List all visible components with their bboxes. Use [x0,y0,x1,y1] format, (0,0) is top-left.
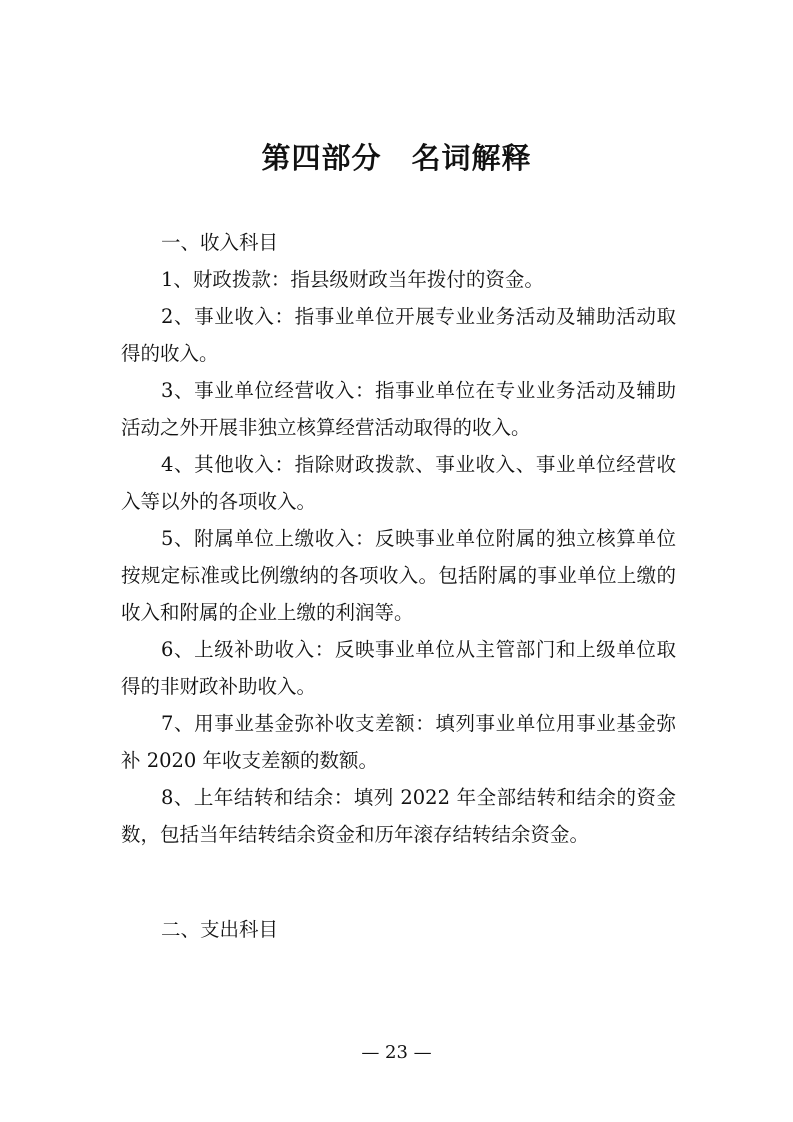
document-body [121,224,676,948]
income-item-7: 7、用事业基金弥补收支差额：填列事业单位用事业基金弥补 2020 年收支差额的数额。 [121,712,676,772]
page-title: 第四部分 名词解释 [261,141,532,175]
section-heading-expenditure: 二、支出科目 [161,918,279,941]
section-heading-income: 一、收入科目 [161,231,279,254]
income-item-5: 5、附属单位上缴收入：反映事业单位附属的独立核算单位按规定标准或比例缴纳的各项收入。包括附属的事业单位上缴的收入和附属的企业上缴的利润等。 [121,527,676,624]
income-item-1: 1、财政拨款：指县级财政当年拨付的资金。 [161,268,544,291]
income-item-6: 6、上级补助收入：反映事业单位从主管部门和上级单位取得的非财政补助收入。 [121,638,676,698]
income-item-2: 2、事业收入：指事业单位开展专业业务活动及辅助活动取得的收入。 [121,305,676,365]
income-item-8: 8、上年结转和结余：填列 2022 年全部结转和结余的资金数，包括当年结转结余资金和历年滚存结转结余资金。 [121,786,676,846]
page-number: — 23 — [361,1042,432,1063]
income-item-4: 4、其他收入：指除财政拨款、事业收入、事业单位经营收入等以外的各项收入。 [121,453,676,513]
income-item-3: 3、事业单位经营收入：指事业单位在专业业务活动及辅助活动之外开展非独立核算经营活动取得的收入。 [121,379,676,439]
